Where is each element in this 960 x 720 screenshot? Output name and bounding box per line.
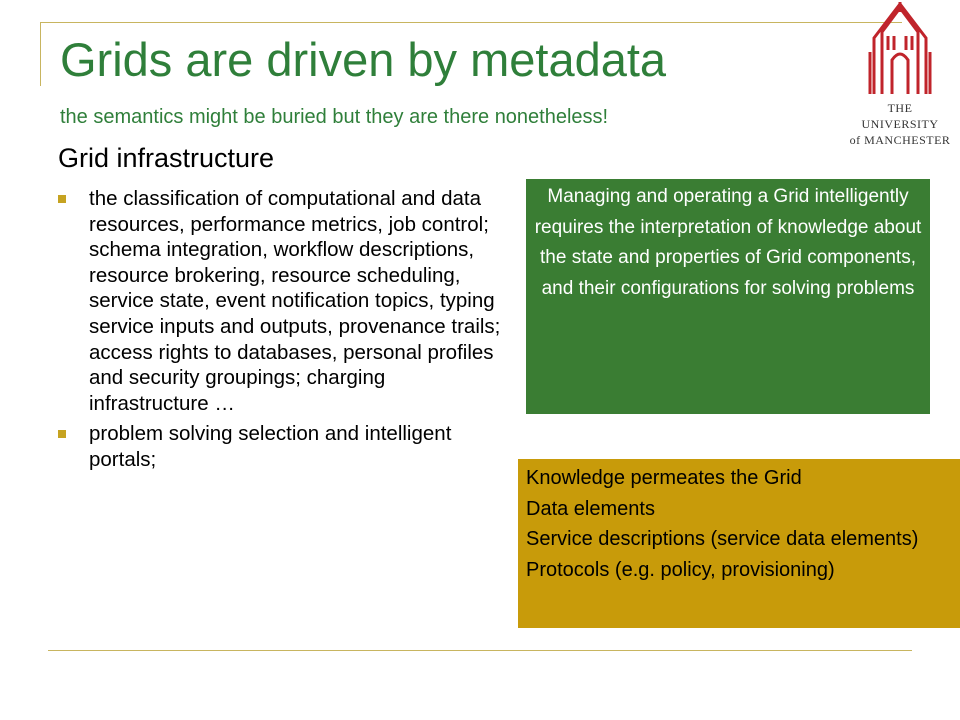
gold-line: Knowledge permeates the Grid bbox=[526, 467, 802, 489]
gold-callout-box bbox=[518, 459, 960, 628]
bullet-item bbox=[58, 421, 508, 472]
gold-line: Protocols (e.g. policy, provisioning) bbox=[526, 558, 835, 581]
slide-title: Grids are driven by metadata bbox=[60, 33, 667, 86]
gold-line: Data elements bbox=[526, 497, 655, 520]
slide-subtitle: the semantics might be buried but they are there nonetheless! bbox=[60, 106, 609, 128]
bullet-item bbox=[58, 186, 508, 416]
frame-left-line bbox=[40, 22, 41, 86]
frame-top-line bbox=[40, 22, 902, 23]
bullet-list bbox=[58, 186, 508, 478]
university-logo bbox=[848, 2, 952, 152]
green-callout-box: Managing and operating a Grid intelligently requires the interpretation of knowledge about the state and properties of Grid components, and their configurations for solving problems bbox=[526, 179, 930, 414]
logo-text bbox=[848, 100, 952, 149]
bullet-marker-icon bbox=[58, 430, 66, 438]
bullet-text: problem solving selection and intelligent portals; bbox=[89, 422, 452, 471]
gold-line: Service descriptions (service data elements) bbox=[526, 528, 919, 551]
bullet-marker-icon bbox=[58, 195, 66, 203]
section-heading: Grid infrastructure bbox=[58, 143, 275, 173]
logo-line-2: of MANCHESTER bbox=[849, 133, 951, 148]
logo-line-1: THE UNIVERSITY bbox=[861, 101, 939, 132]
frame-bottom-line bbox=[48, 650, 912, 651]
crest-icon bbox=[848, 2, 952, 98]
bullet-text: the classification of computational and data resources, performance metrics, job control; schema integration, workflow descriptions, resource brokering, resource scheduling, service state, event notification topics, typing service inputs and outputs, provenance trails; access rights to databases, personal profiles and security groupings; charging infrastructure … bbox=[89, 187, 501, 415]
